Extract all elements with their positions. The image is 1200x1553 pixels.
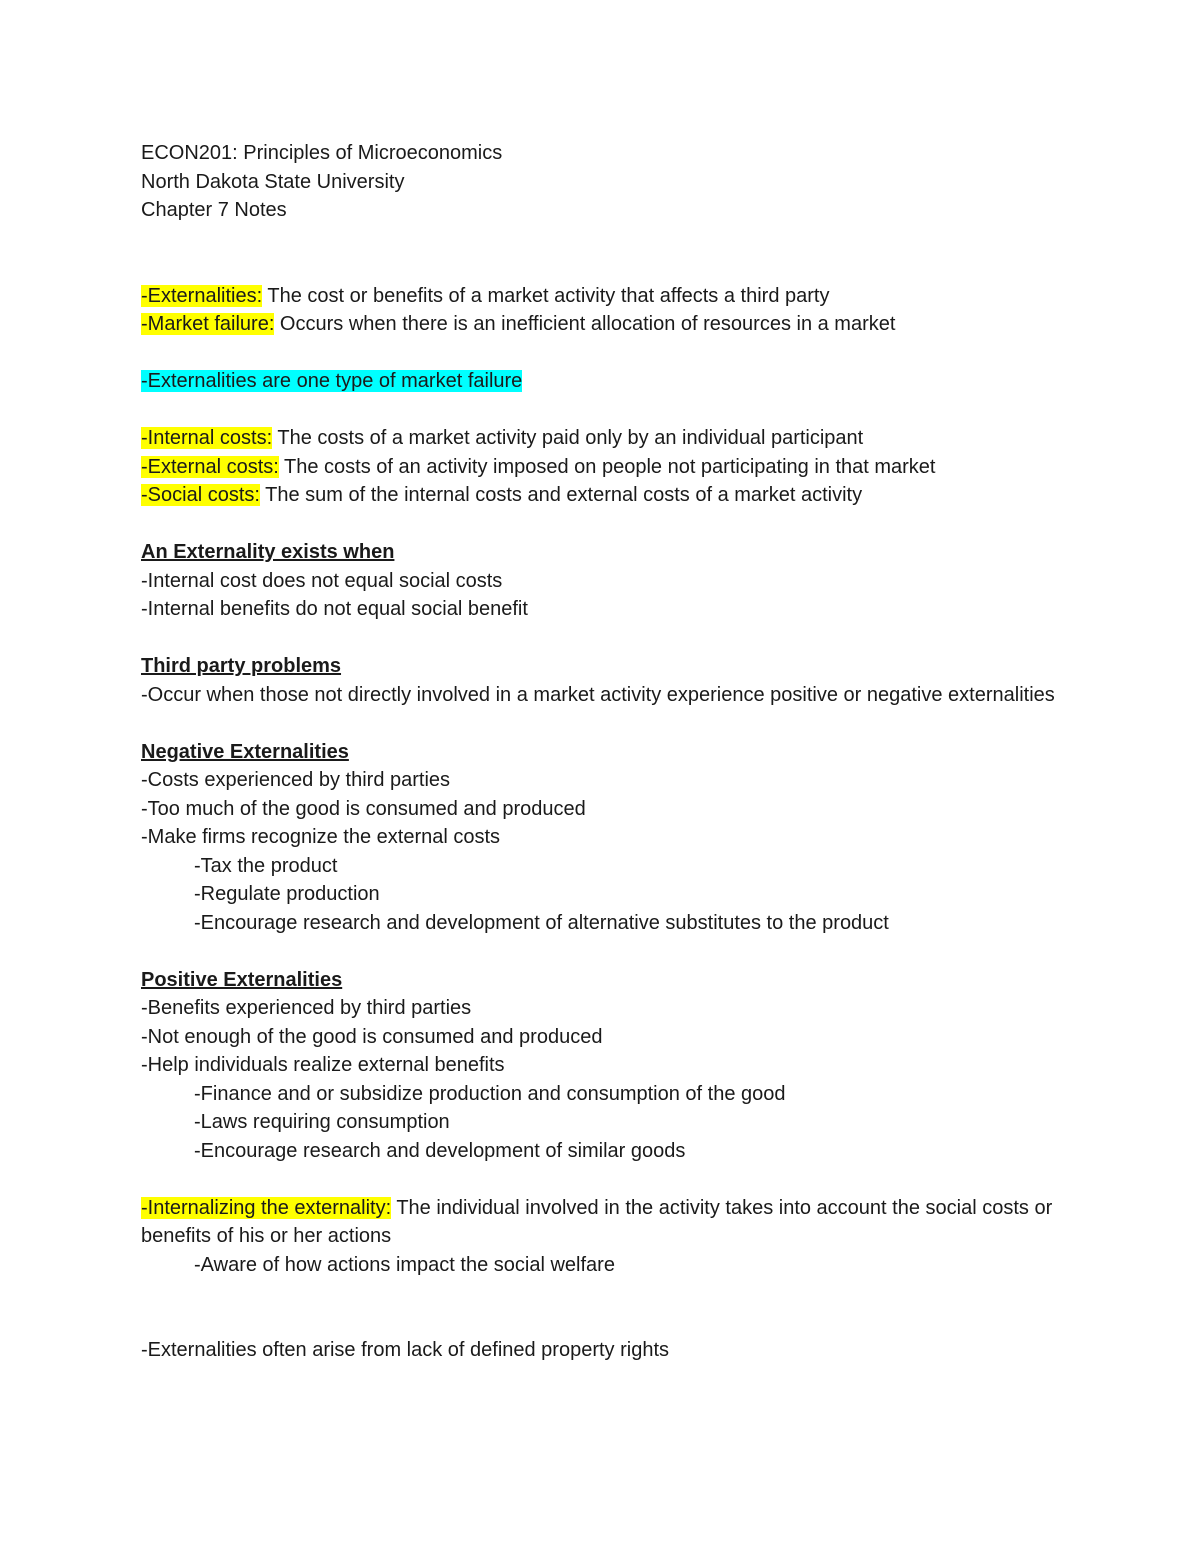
definition-internalizing bbox=[141, 1194, 1101, 1251]
term-internal-costs: -Internal costs: bbox=[141, 427, 273, 449]
third-party-text: -Occur when those not directly involved in a market activity experience positive or negative externalities bbox=[141, 683, 1055, 706]
list-item: -Not enough of the good is consumed and produced bbox=[141, 1025, 603, 1048]
sub-list-item: -Finance and or subsidize production and consumption of the good bbox=[194, 1082, 786, 1105]
sub-list-item: -Encourage research and development of alternative substitutes to the product bbox=[194, 911, 889, 934]
term-external-costs: -External costs: bbox=[141, 455, 279, 478]
def-market-failure: Occurs when there is an inefficient allocation of resources in a market bbox=[274, 313, 896, 335]
list-item: -Costs experienced by third parties bbox=[141, 769, 451, 791]
definition-market-failure bbox=[141, 310, 1101, 339]
def-externalities: The cost or benefits of a market activity that affects a third party bbox=[262, 284, 830, 307]
sub-list-item: -Encourage research and development of similar goods bbox=[194, 1139, 686, 1162]
def-external-costs: The costs of an activity imposed on people not participating in that market bbox=[278, 455, 936, 478]
list-item: -Too much of the good is consumed and produced bbox=[141, 797, 586, 820]
list-item: -Make firms recognize the external costs bbox=[141, 826, 501, 848]
callout-line bbox=[141, 367, 1101, 396]
definition-externalities bbox=[141, 282, 1101, 311]
def-internalizing: The individual involved in the activity takes into account the social costs or benefits of his or her actions bbox=[141, 1196, 1053, 1247]
list-item: -Internal cost does not equal social costs bbox=[141, 569, 503, 592]
heading-negative-externalities: Negative Externalities bbox=[141, 740, 349, 763]
term-social-costs: -Social costs: bbox=[141, 484, 260, 506]
term-externalities: -Externalities: bbox=[141, 284, 263, 307]
heading-externality-exists: An Externality exists when bbox=[141, 541, 395, 563]
def-internal-costs: The costs of a market activity paid only by an individual participant bbox=[272, 427, 864, 449]
list-item: -Help individuals realize external benefits bbox=[141, 1054, 505, 1076]
closing-note: -Externalities often arise from lack of defined property rights bbox=[141, 1339, 670, 1361]
chapter-title: Chapter 7 Notes bbox=[141, 199, 287, 221]
sub-list-item: -Laws requiring consumption bbox=[194, 1111, 450, 1133]
def-social-costs: The sum of the internal costs and external costs of a market activity bbox=[259, 484, 863, 506]
sub-list-item: -Regulate production bbox=[194, 883, 380, 905]
list-item: -Benefits experienced by third parties bbox=[141, 997, 472, 1019]
definition-internal-costs bbox=[141, 424, 1101, 453]
list-item: -Internal benefits do not equal social benefit bbox=[141, 598, 528, 620]
heading-third-party: Third party problems bbox=[141, 655, 342, 677]
sub-list-item: -Aware of how actions impact the social welfare bbox=[194, 1253, 615, 1276]
university-name: North Dakota State University bbox=[141, 170, 405, 193]
course-title: ECON201: Principles of Microeconomics bbox=[141, 142, 503, 164]
document-content bbox=[141, 139, 1101, 1365]
term-market-failure: -Market failure: bbox=[141, 313, 275, 335]
term-internalizing: -Internalizing the externality: bbox=[141, 1196, 392, 1219]
definition-external-costs bbox=[141, 453, 1101, 482]
heading-positive-externalities: Positive Externalities bbox=[141, 968, 343, 991]
callout-market-failure: -Externalities are one type of market failure bbox=[141, 370, 523, 392]
sub-list-item: -Tax the product bbox=[194, 854, 338, 877]
definition-social-costs bbox=[141, 481, 1101, 510]
